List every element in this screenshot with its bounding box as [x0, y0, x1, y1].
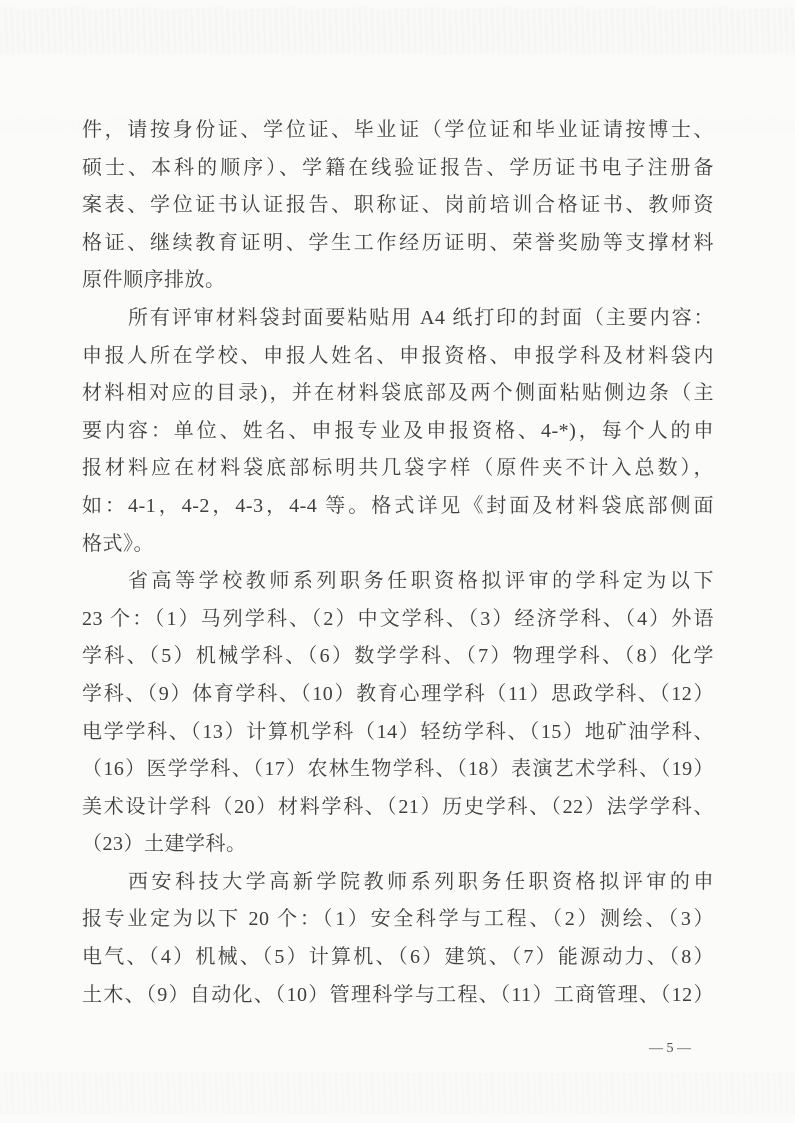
- text-line: 材料相对应的目录)，并在材料袋底部及两个侧面粘贴侧边条（主: [82, 382, 714, 405]
- text-line: 硕士、本科的顺序）、学籍在线验证报告、学历证书电子注册备: [82, 156, 714, 179]
- text-line: 电学学科、（13）计算机学科（14）轻纺学科、（15）地矿油学科、: [82, 720, 714, 743]
- text-line: 如：4-1，4-2，4-3，4-4 等。格式详见《封面及材料袋底部侧面: [82, 494, 714, 517]
- text-line: 原件顺序排放。: [82, 269, 226, 292]
- text-line: 报专业定为以下 20 个：（1）安全科学与工程、（2）测绘、（3）: [82, 908, 714, 931]
- text-line: 土木、（9）自动化、（10）管理科学与工程、（11）工商管理、（12）: [82, 983, 714, 1006]
- text-line: （23）土建学科。: [82, 833, 247, 856]
- text-line: 要内容：单位、姓名、申报专业及申报资格、4-*)，每个人的申: [82, 419, 714, 442]
- text-line: （16）医学学科、（17）农林生物学科、（18）表演艺术学科、（19）: [82, 758, 714, 781]
- text-line: 电气、（4）机械、（5）计算机、（6）建筑、（7）能源动力、（8）: [82, 946, 714, 969]
- text-line: 23 个：（1）马列学科、（2）中文学科、（3）经济学科、（4）外语: [82, 607, 714, 630]
- document-body: [82, 112, 714, 1014]
- text-line: 学科、（9）体育学科、（10）教育心理学科（11）思政学科、（12）: [82, 682, 714, 705]
- text-line: 省高等学校教师系列职务任职资格拟评审的学科定为以下: [128, 570, 714, 593]
- text-line: 美术设计学科（20）材料学科、（21）历史学科、（22）法学学科、: [82, 795, 714, 818]
- text-line: 学科、（5）机械学科、（6）数学学科、（7）物理学科、（8）化学: [82, 645, 714, 668]
- text-line: 格证、继续教育证明、学生工作经历证明、荣誉奖励等支撑材料: [82, 231, 714, 254]
- page-number: — 5 —: [649, 1041, 691, 1056]
- text-line: 格式》。: [82, 532, 154, 555]
- text-line: 件，请按身份证、学位证、毕业证（学位证和毕业证请按博士、: [82, 119, 714, 141]
- text-line: 报材料应在材料袋底部标明共几袋字样（原件夹不计入总数），: [82, 457, 714, 480]
- text-line: 案表、学位证书认证报告、职称证、岗前培训合格证书、教师资: [82, 194, 714, 217]
- text-line: 申报人所在学校、申报人姓名、申报资格、申报学科及材料袋内: [82, 344, 714, 367]
- text-line: 西安科技大学高新学院教师系列职务任职资格拟评审的申: [128, 870, 714, 893]
- text-line: 所有评审材料袋封面要粘贴用 A4 纸打印的封面（主要内容：: [128, 306, 714, 329]
- scan-noise-top: [0, 8, 795, 54]
- scan-noise-bottom: [0, 1072, 795, 1114]
